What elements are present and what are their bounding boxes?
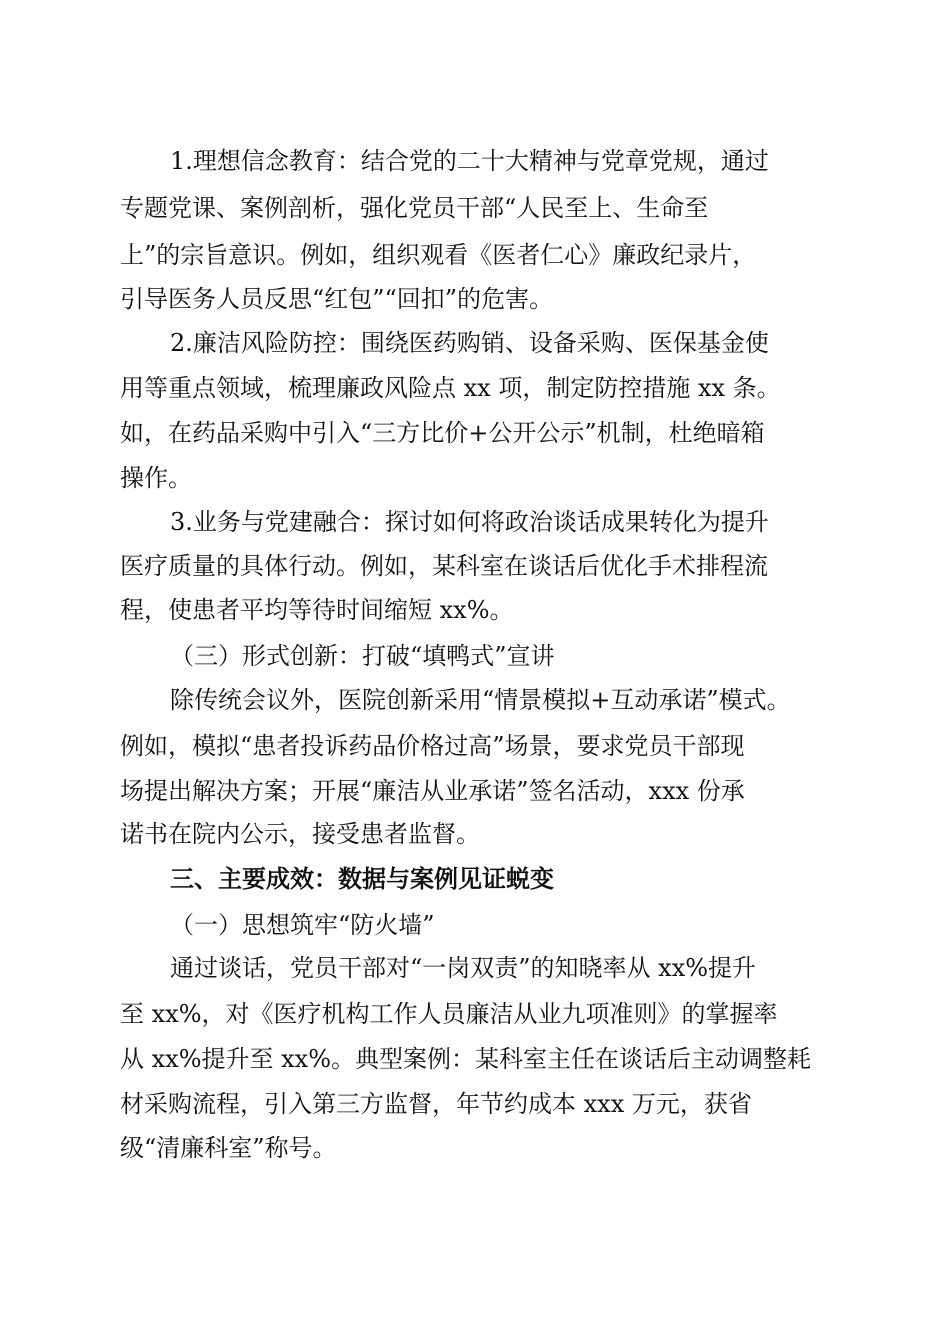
para-4-line-3: 场提出解决方案；开展“廉洁从业承诺”签名活动，xxx 份承 [120, 777, 745, 805]
para-1-line-1: 1.理想信念教育：结合党的二十大精神与党章党规，通过 [170, 147, 769, 175]
para-4-line-4: 诺书在院内公示，接受患者监督。 [120, 820, 480, 848]
subheading-form-innovation: （三）形式创新：打破“填鸭式”宣讲 [170, 642, 555, 670]
para-3-line-2: 医疗质量的具体行动。例如，某科室在谈话后优化手术排程流 [120, 552, 768, 580]
para-5-line-5: 级“清廉科室”称号。 [120, 1134, 337, 1162]
para-5-line-3: 从 xx%提升至 xx%。典型案例：某科室主任在谈话后主动调整耗 [120, 1045, 812, 1073]
subheading-firewall: （一）思想筑牢“防火墙” [170, 911, 435, 939]
para-2-line-1: 2.廉洁风险防控：围绕医药购销、设备采购、医保基金使 [170, 329, 769, 357]
para-4-line-2: 例如，模拟“患者投诉药品价格过高”场景，要求党员干部现 [120, 732, 745, 760]
para-5-line-2: 至 xx%，对《医疗机构工作人员廉洁从业九项准则》的掌握率 [120, 1000, 778, 1028]
para-3-line-3: 程，使患者平均等待时间缩短 xx%。 [120, 596, 514, 624]
section-heading-results: 三、主要成效：数据与案例见证蜕变 [170, 865, 554, 893]
para-2-line-2: 用等重点领域，梳理廉政风险点 xx 项，制定防控措施 xx 条。 [120, 374, 781, 402]
para-3-line-1: 3.业务与党建融合：探讨如何将政治谈话成果转化为提升 [170, 508, 769, 536]
para-5-line-4: 材采购流程，引入第三方监督，年节约成本 xxx 万元，获省 [120, 1090, 752, 1118]
para-5-line-1: 通过谈话，党员干部对“一岗双责”的知晓率从 xx%提升 [170, 954, 757, 982]
para-1-line-2: 专题党课、案例剖析，强化党员干部“人民至上、生命至 [120, 194, 709, 222]
para-4-line-1: 除传统会议外，医院创新采用“情景模拟+互动承诺”模式。 [170, 686, 791, 714]
para-1-line-4: 引导医务人员反思“红包”“回扣”的危害。 [120, 285, 554, 313]
para-2-line-4: 操作。 [120, 464, 192, 492]
para-1-line-3: 上”的宗旨意识。例如，组织观看《医者仁心》廉政纪录片， [120, 241, 757, 269]
para-2-line-3: 如，在药品采购中引入“三方比价+公开公示”机制，杜绝暗箱 [120, 419, 765, 447]
